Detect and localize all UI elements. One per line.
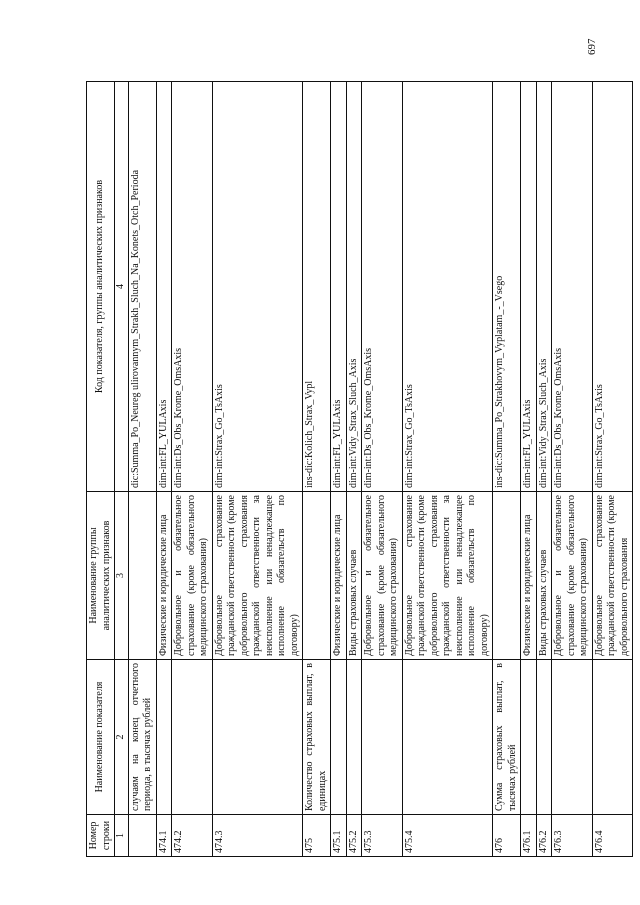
indicator-name-cell: Сумма страховых выплат, в тысячах рублей — [493, 660, 521, 815]
row-number-cell: 475.2 — [346, 815, 362, 857]
indicator-name-cell — [331, 660, 347, 815]
group-name-cell: Добровольное страхование гражданской ответственности (кроме добровольного страхования — [592, 492, 633, 660]
table-row — [521, 82, 537, 857]
table-row — [362, 82, 403, 857]
indicator-name-cell — [346, 660, 362, 815]
row-number-cell: 476 — [493, 815, 521, 857]
table-row — [402, 82, 493, 857]
row-number-cell: 476.2 — [536, 815, 552, 857]
indicator-name-cell — [212, 660, 303, 815]
code-cell: dim-int:Strax_Go_TsAxis — [402, 82, 493, 492]
indicator-name-cell — [402, 660, 493, 815]
header-row-number: Номер строки — [87, 815, 115, 857]
page-number: 697 — [586, 38, 598, 55]
table-header-row — [87, 82, 115, 857]
group-name-cell — [128, 492, 156, 660]
indicator-table — [86, 81, 633, 857]
table-row — [536, 82, 552, 857]
code-cell: dim-int:Strax_Go_TsAxis — [212, 82, 303, 492]
table-row — [331, 82, 347, 857]
column-number: 3 — [115, 492, 129, 660]
group-name-cell: Физические и юридические лица — [521, 492, 537, 660]
row-number-cell: 476.4 — [592, 815, 633, 857]
row-number-cell: 476.1 — [521, 815, 537, 857]
group-name-cell: Добровольное и обязательное страхование (кроме обязательного медицинского страхования) — [552, 492, 593, 660]
code-cell: dim-int:Vidy_Strax_Sluch_Axis — [536, 82, 552, 492]
column-number: 4 — [115, 82, 129, 492]
code-cell: dim-int:Vidy_Strax_Sluch_Axis — [346, 82, 362, 492]
column-number-row — [115, 82, 129, 857]
code-cell: dim-int:FL_YULAxis — [521, 82, 537, 492]
table-row — [303, 82, 331, 857]
table-row — [212, 82, 303, 857]
table-row — [128, 82, 156, 857]
indicator-name-cell — [536, 660, 552, 815]
table-row — [552, 82, 593, 857]
row-number-cell: 475 — [303, 815, 331, 857]
row-number-cell: 476.3 — [552, 815, 593, 857]
row-number-cell: 475.4 — [402, 815, 493, 857]
row-number-cell: 474.3 — [212, 815, 303, 857]
code-cell: dim-int:Strax_Go_TsAxis — [592, 82, 633, 492]
header-code: Код показателя, группы аналитических признаков — [87, 82, 115, 492]
code-cell: dim-int:Ds_Obs_Krome_OmsAxis — [552, 82, 593, 492]
group-name-cell — [493, 492, 521, 660]
indicator-name-cell: случаям на конец отчетного периода, в тысячах рублей — [128, 660, 156, 815]
code-cell: dim-int:Ds_Obs_Krome_OmsAxis — [362, 82, 403, 492]
row-number-cell: 475.1 — [331, 815, 347, 857]
code-cell: dim-int:FL_YULAxis — [156, 82, 172, 492]
group-name-cell — [303, 492, 331, 660]
column-number: 2 — [115, 660, 129, 815]
row-number-cell: 474.2 — [172, 815, 213, 857]
indicator-name-cell: Количество страховых выплат, в единицах — [303, 660, 331, 815]
indicator-name-cell — [592, 660, 633, 815]
table-body — [128, 82, 633, 857]
indicator-name-cell — [172, 660, 213, 815]
table-row — [156, 82, 172, 857]
code-cell: ins-dic:Kolich_Strax_Vypl — [303, 82, 331, 492]
indicator-name-cell — [552, 660, 593, 815]
group-name-cell: Физические и юридические лица — [156, 492, 172, 660]
rotated-content — [86, 82, 630, 857]
table-row — [493, 82, 521, 857]
column-number: 1 — [115, 815, 129, 857]
group-name-cell: Виды страховых случаев — [536, 492, 552, 660]
group-name-cell: Добровольное и обязательное страхование (кроме обязательного медицинского страхования) — [362, 492, 403, 660]
row-number-cell — [128, 815, 156, 857]
group-name-cell: Физические и юридические лица — [331, 492, 347, 660]
table-row — [172, 82, 213, 857]
group-name-cell: Виды страховых случаев — [346, 492, 362, 660]
header-indicator-name: Наименование показателя — [87, 660, 115, 815]
code-cell: dim-int:FL_YULAxis — [331, 82, 347, 492]
indicator-name-cell — [521, 660, 537, 815]
row-number-cell: 474.1 — [156, 815, 172, 857]
table-row — [346, 82, 362, 857]
code-cell: dic:Summa_Po_Neureg ulirovannym_Strakh_Sluch_Na_Konets_Otch_Perioda — [128, 82, 156, 492]
code-cell: dim-int:Ds_Obs_Krome_OmsAxis — [172, 82, 213, 492]
code-cell: ins-dic:Summa_Po_Strakhovym_Vyplatam_-_Vsego — [493, 82, 521, 492]
group-name-cell: Добровольное страхование гражданской ответственности (кроме добровольного страхования гражданской ответственности за неисполнение или ненадлежащее исполнение обязательств по договору) — [212, 492, 303, 660]
group-name-cell: Добровольное и обязательное страхование (кроме обязательного медицинского страхования) — [172, 492, 213, 660]
group-name-cell: Добровольное страхование гражданской ответственности (кроме добровольного страхования гражданской ответственности за неисполнение или ненадлежащее исполнение обязательств по договору) — [402, 492, 493, 660]
indicator-name-cell — [362, 660, 403, 815]
table-row — [592, 82, 633, 857]
indicator-name-cell — [156, 660, 172, 815]
row-number-cell: 475.3 — [362, 815, 403, 857]
header-group-name: Наименование группы аналитических признаков — [87, 492, 115, 660]
